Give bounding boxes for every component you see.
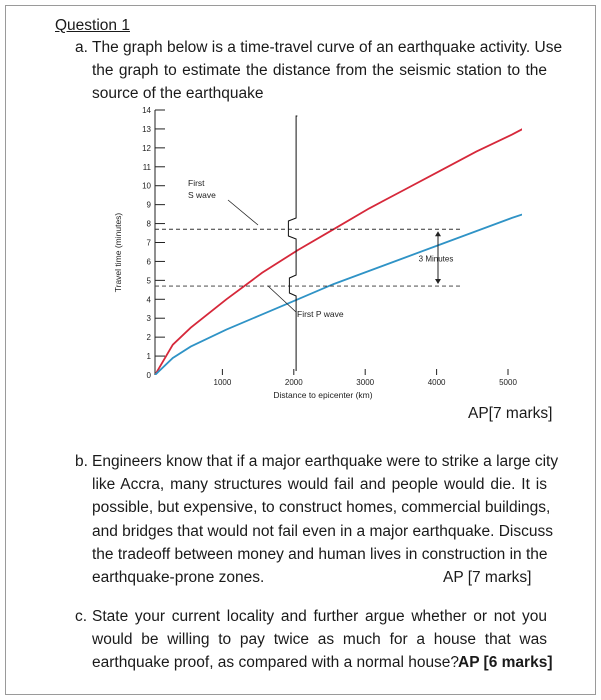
- x-tick-label: 5000: [499, 378, 517, 387]
- y-tick-label: 11: [142, 162, 151, 172]
- p-wave-label: First P wave: [297, 309, 344, 319]
- part-a-marks: AP[7 marks]: [468, 405, 553, 422]
- seismogram-trace: [288, 116, 297, 371]
- part-a-line: The graph below is a time-travel curve of an earthquake activity. Use: [92, 39, 563, 56]
- x-tick-label: 4000: [427, 378, 446, 387]
- part-b-line: like Accra, many structures would fail and people would die. It is: [92, 476, 547, 494]
- question-title: Question 1: [55, 17, 130, 34]
- part-b-line: Engineers know that if a major earthquake were to strike a large city: [92, 453, 559, 470]
- x-tick-label: 1000: [213, 378, 232, 387]
- interval-label: 3 Minutes: [418, 254, 454, 264]
- part-b-marks: AP [7 marks]: [443, 569, 532, 586]
- y-tick-label: 7: [146, 238, 151, 248]
- y-tick-label: 9: [146, 200, 151, 210]
- y-tick-label: 5: [146, 276, 151, 286]
- part-b-line: and bridges that would not fail even in a major earthquake. Discuss: [92, 522, 553, 540]
- part-c-line: earthquake proof, as compared with a normal house?: [92, 654, 460, 672]
- part-b-letter: b.: [75, 453, 88, 470]
- interval-arrow-head-down: [435, 279, 441, 284]
- y-tick-label: 3: [146, 314, 151, 324]
- s-wave-leader-line: [228, 200, 258, 225]
- y-tick-label: 13: [142, 124, 151, 134]
- y-tick-label: 6: [146, 257, 151, 267]
- y-tick-label: 8: [146, 219, 151, 229]
- part-a-line: the graph to estimate the distance from the seismic station to the: [92, 62, 547, 80]
- y-tick-label: 10: [142, 181, 151, 191]
- x-axis-title: Distance to epicenter (km): [273, 390, 373, 400]
- part-c-line: would be willing to pay twice as much for a house that was: [92, 631, 547, 649]
- part-c-line: State your current locality and further argue whether or not you: [92, 608, 547, 625]
- series-line-p-wave: [155, 208, 541, 375]
- x-tick-label: 2000: [284, 378, 303, 387]
- y-tick-label: 1: [146, 352, 151, 362]
- s-wave-label-line: First: [188, 178, 205, 188]
- p-wave-leader-line: [268, 286, 296, 312]
- y-tick-label: 0: [146, 371, 151, 380]
- x-tick-label: 3000: [356, 378, 375, 387]
- part-a-letter: a.: [75, 39, 88, 56]
- y-axis-title: Travel time (minutes): [113, 212, 123, 293]
- part-b-line: possible, but expensive, to construct homes, commercial buildings,: [92, 499, 551, 517]
- part-b-line: earthquake-prone zones.: [92, 568, 265, 586]
- y-tick-label: 12: [142, 143, 151, 153]
- part-c-marks: AP [6 marks]: [458, 654, 553, 671]
- y-tick-label: 2: [146, 333, 151, 343]
- travel-time-chart: [0, 100, 601, 410]
- y-tick-label: 4: [146, 295, 151, 305]
- part-a-line: source of the earthquake: [92, 85, 264, 103]
- interval-arrow-head-up: [435, 231, 441, 236]
- part-c-letter: c.: [75, 608, 88, 625]
- part-a-text: [92, 36, 563, 106]
- part-b-line: the tradeoff between money and human lives in construction in the: [92, 545, 548, 563]
- s-wave-label-line: S wave: [188, 190, 216, 200]
- y-tick-label: 14: [142, 106, 151, 115]
